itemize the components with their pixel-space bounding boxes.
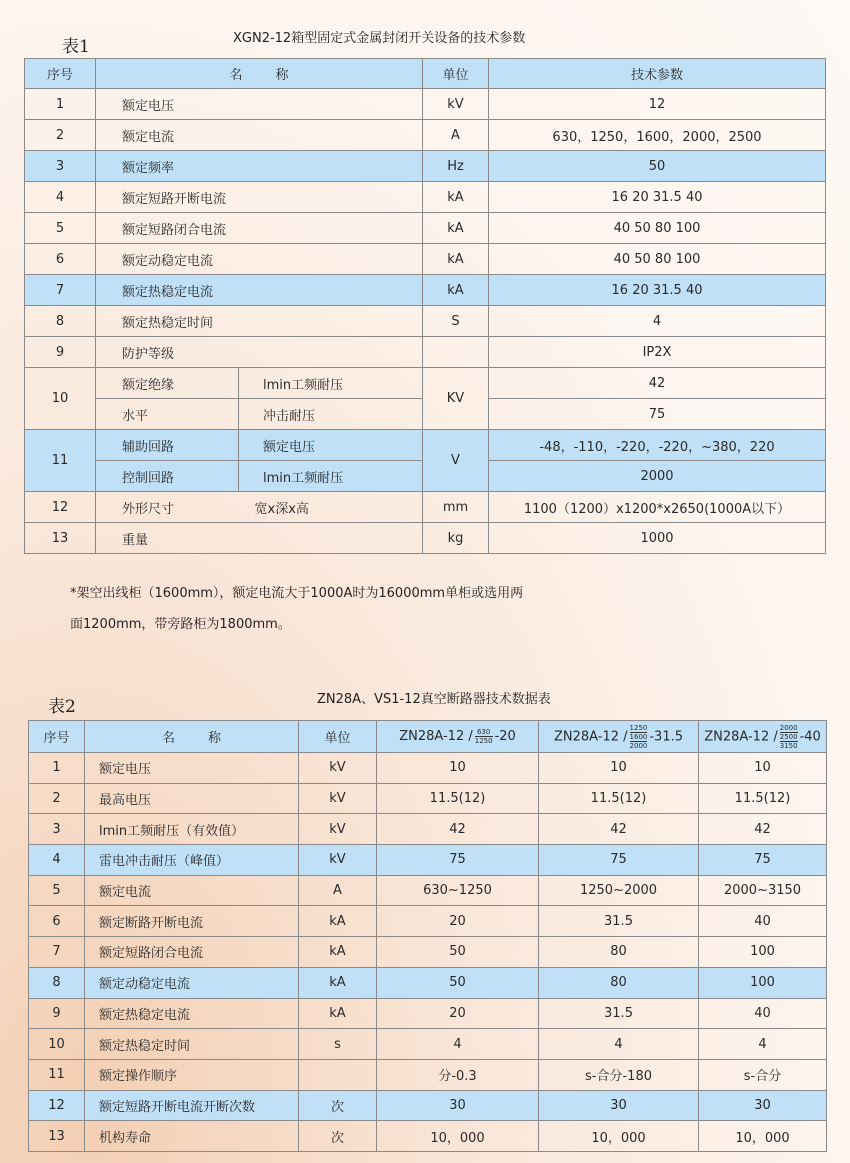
row-name: 额定动稳定电流 <box>96 244 423 275</box>
row-name: 额定电流 <box>85 875 299 906</box>
row-name: 额定热稳定时间 <box>85 1029 299 1060</box>
row-unit: kA <box>423 213 489 244</box>
table-row <box>29 937 827 968</box>
row-unit: kA <box>299 937 377 968</box>
row-param: 40 50 80 100 <box>489 244 826 275</box>
row-unit: kV <box>423 89 489 120</box>
row-param: 16 20 31.5 40 <box>489 182 826 213</box>
row-name: 额定断路开断电流 <box>85 906 299 937</box>
row-unit: kA <box>299 998 377 1029</box>
row-value-31-5: 4 <box>539 1029 699 1060</box>
table-row <box>29 1121 827 1152</box>
row-value-40: 11.5(12) <box>699 783 827 814</box>
row-value-20: 20 <box>377 998 539 1029</box>
row-name: 额定短路闭合电流 <box>96 213 423 244</box>
header-model-20: ZN28A-12 / $\frac{630}{1250}$ -20 <box>377 721 539 753</box>
row-value-20: 630~1250 <box>377 875 539 906</box>
row-name: 额定操作顺序 <box>85 1059 299 1090</box>
row-no: 2 <box>25 120 96 151</box>
table-row <box>29 1029 827 1060</box>
fraction-part: 1600 <box>629 732 648 741</box>
table-row <box>29 906 827 937</box>
row-name: 额定电流 <box>96 120 423 151</box>
table-row <box>29 998 827 1029</box>
header-model-31-5: ZN28A-12 / 1250 1600 2000 -31.5 <box>539 721 699 753</box>
row-value-40: 100 <box>699 967 827 998</box>
row-unit: kV <box>299 783 377 814</box>
row-value-40: 75 <box>699 845 827 876</box>
table1-title: XGN2-12箱型固定式金属封闭开关设备的技术参数 <box>233 31 526 46</box>
header-no: 序号 <box>29 721 85 753</box>
table-header-row <box>29 721 827 753</box>
row-unit: kA <box>299 906 377 937</box>
row-name: 额定电压 <box>96 89 423 120</box>
header-model-40: ZN28A-12 / 2000 2500 3150 -40 <box>699 721 827 753</box>
row-name: 额定频率 <box>96 151 423 182</box>
header-name: 名 称 <box>96 59 423 89</box>
row-value-31-5: 31.5 <box>539 906 699 937</box>
row-unit: 次 <box>299 1121 377 1152</box>
row-value-20: 10，000 <box>377 1121 539 1152</box>
row-value-20: 分-0.3 <box>377 1059 539 1090</box>
row-param: 630，1250，1600，2000，2500 <box>489 120 826 151</box>
row-unit: A <box>299 875 377 906</box>
row-unit: 次 <box>299 1090 377 1121</box>
table-row: 13 重量 kg 1000 <box>25 523 826 554</box>
row-unit: kA <box>423 244 489 275</box>
row-no: 1 <box>29 753 85 784</box>
row-name: 最高电压 <box>85 783 299 814</box>
row-param: IP2X <box>489 337 826 368</box>
row-unit: A <box>423 120 489 151</box>
table-row <box>29 1059 827 1090</box>
table-row <box>29 875 827 906</box>
row-value-40: 4 <box>699 1029 827 1060</box>
fraction-part: 2000 <box>629 741 648 750</box>
row-value-40: 10，000 <box>699 1121 827 1152</box>
row-unit: S <box>423 306 489 337</box>
row-value-31-5: 80 <box>539 937 699 968</box>
row-name: 额定短路闭合电流 <box>85 937 299 968</box>
row-value-20: 50 <box>377 967 539 998</box>
row-value-20: 30 <box>377 1090 539 1121</box>
row-name: lmin工频耐压（有效值） <box>85 814 299 845</box>
row-no: 3 <box>25 151 96 182</box>
row-value-31-5: 11.5(12) <box>539 783 699 814</box>
footnote-line-1: *架空出线柜（1600mm），额定电流大于1000A时为16000mm单柜或选用两 <box>70 586 524 601</box>
table-row: 控制回路 lmin工频耐压 2000 <box>25 461 826 492</box>
row-param: 4 <box>489 306 826 337</box>
table-row: 11 辅助回路 额定电压 V -48，-110，-220，-220，~380，220 <box>25 430 826 461</box>
table-header-row <box>25 59 826 89</box>
table2-title: ZN28A、VS1-12真空断路器技术数据表 <box>317 692 551 707</box>
row-unit: kV <box>299 845 377 876</box>
row-value-40: 40 <box>699 998 827 1029</box>
row-unit: kA <box>423 182 489 213</box>
row-value-20: 50 <box>377 937 539 968</box>
table-row <box>25 213 826 244</box>
row-no: 9 <box>25 337 96 368</box>
table-row <box>25 337 826 368</box>
row-value-31-5: 75 <box>539 845 699 876</box>
row-no: 7 <box>25 275 96 306</box>
row-no: 13 <box>29 1121 85 1152</box>
table-row: 水平 冲击耐压 75 <box>25 399 826 430</box>
row-no: 8 <box>25 306 96 337</box>
row-value-31-5: 42 <box>539 814 699 845</box>
table1-label: 表1 <box>62 37 90 57</box>
spec-table-1 <box>24 58 826 554</box>
row-value-20: 20 <box>377 906 539 937</box>
table-row <box>25 306 826 337</box>
row-value-40: 10 <box>699 753 827 784</box>
table-row <box>25 151 826 182</box>
row-no: 6 <box>29 906 85 937</box>
table-row <box>25 89 826 120</box>
row-name: 机构寿命 <box>85 1121 299 1152</box>
row-param: 40 50 80 100 <box>489 213 826 244</box>
row-value-31-5: 80 <box>539 967 699 998</box>
header-param: 技术参数 <box>489 59 826 89</box>
row-value-40: 30 <box>699 1090 827 1121</box>
row-name: 额定动稳定电流 <box>85 967 299 998</box>
row-name: 额定电压 <box>85 753 299 784</box>
table-row <box>29 845 827 876</box>
row-no: 4 <box>25 182 96 213</box>
table-row: 12 外形尺寸 宽x深x高 mm 1100（1200）x1200*x2650(1000A以下） <box>25 492 826 523</box>
table2-label: 表2 <box>48 697 76 717</box>
row-unit: Hz <box>423 151 489 182</box>
row-no: 12 <box>29 1090 85 1121</box>
fraction-part: 1250 <box>474 737 493 745</box>
row-name: 额定短路开断电流开断次数 <box>85 1090 299 1121</box>
row-value-20: 4 <box>377 1029 539 1060</box>
footnote-line-2: 面1200mm，带旁路柜为1800mm。 <box>70 617 291 632</box>
row-param: 12 <box>489 89 826 120</box>
row-name: 雷电冲击耐压（峰值） <box>85 845 299 876</box>
row-value-31-5: 30 <box>539 1090 699 1121</box>
row-no: 11 <box>29 1059 85 1090</box>
table-row <box>29 814 827 845</box>
header-unit: 单位 <box>299 721 377 753</box>
row-name: 额定热稳定电流 <box>96 275 423 306</box>
row-unit: kV <box>299 753 377 784</box>
table-row <box>25 120 826 151</box>
row-unit <box>423 337 489 368</box>
row-no: 2 <box>29 783 85 814</box>
header-no: 序号 <box>25 59 96 89</box>
table-row <box>29 753 827 784</box>
row-value-40: 100 <box>699 937 827 968</box>
spec-table-2 <box>28 720 827 1152</box>
header-name: 名 称 <box>85 721 299 753</box>
row-no: 5 <box>25 213 96 244</box>
table-row <box>25 244 826 275</box>
row-value-20: 75 <box>377 845 539 876</box>
row-unit: kA <box>423 275 489 306</box>
row-unit: kV <box>299 814 377 845</box>
row-no: 4 <box>29 845 85 876</box>
row-no: 7 <box>29 937 85 968</box>
row-value-40: 2000~3150 <box>699 875 827 906</box>
row-no: 1 <box>25 89 96 120</box>
row-no: 5 <box>29 875 85 906</box>
row-value-31-5: 31.5 <box>539 998 699 1029</box>
table-row <box>29 967 827 998</box>
row-param: 50 <box>489 151 826 182</box>
row-no: 8 <box>29 967 85 998</box>
row-value-20: 10 <box>377 753 539 784</box>
row-unit: s <box>299 1029 377 1060</box>
header-unit: 单位 <box>423 59 489 89</box>
fraction-part: 2500 <box>779 732 798 741</box>
row-no: 6 <box>25 244 96 275</box>
fraction-part: 630 <box>476 728 491 736</box>
row-value-31-5: 10，000 <box>539 1121 699 1152</box>
fraction-part: 3150 <box>779 741 798 750</box>
row-name: 额定热稳定电流 <box>85 998 299 1029</box>
row-no: 3 <box>29 814 85 845</box>
table-row <box>29 1090 827 1121</box>
table-row: 10 额定绝缘 lmin工频耐压 KV 42 <box>25 368 826 399</box>
row-unit <box>299 1059 377 1090</box>
row-name: 防护等级 <box>96 337 423 368</box>
row-value-31-5: 1250~2000 <box>539 875 699 906</box>
row-param: 16 20 31.5 40 <box>489 275 826 306</box>
row-no: 10 <box>29 1029 85 1060</box>
row-value-31-5: 10 <box>539 753 699 784</box>
row-value-31-5: s-合分-180 <box>539 1059 699 1090</box>
table-row <box>25 182 826 213</box>
table-row <box>25 275 826 306</box>
row-name: 额定热稳定时间 <box>96 306 423 337</box>
row-unit: kA <box>299 967 377 998</box>
table-row <box>29 783 827 814</box>
row-value-20: 11.5(12) <box>377 783 539 814</box>
row-value-40: 42 <box>699 814 827 845</box>
row-value-40: 40 <box>699 906 827 937</box>
fraction-part: 1250 <box>629 723 648 732</box>
row-no: 9 <box>29 998 85 1029</box>
row-value-20: 42 <box>377 814 539 845</box>
row-value-40: s-合分 <box>699 1059 827 1090</box>
fraction-part: 2000 <box>779 723 798 732</box>
row-name: 额定短路开断电流 <box>96 182 423 213</box>
